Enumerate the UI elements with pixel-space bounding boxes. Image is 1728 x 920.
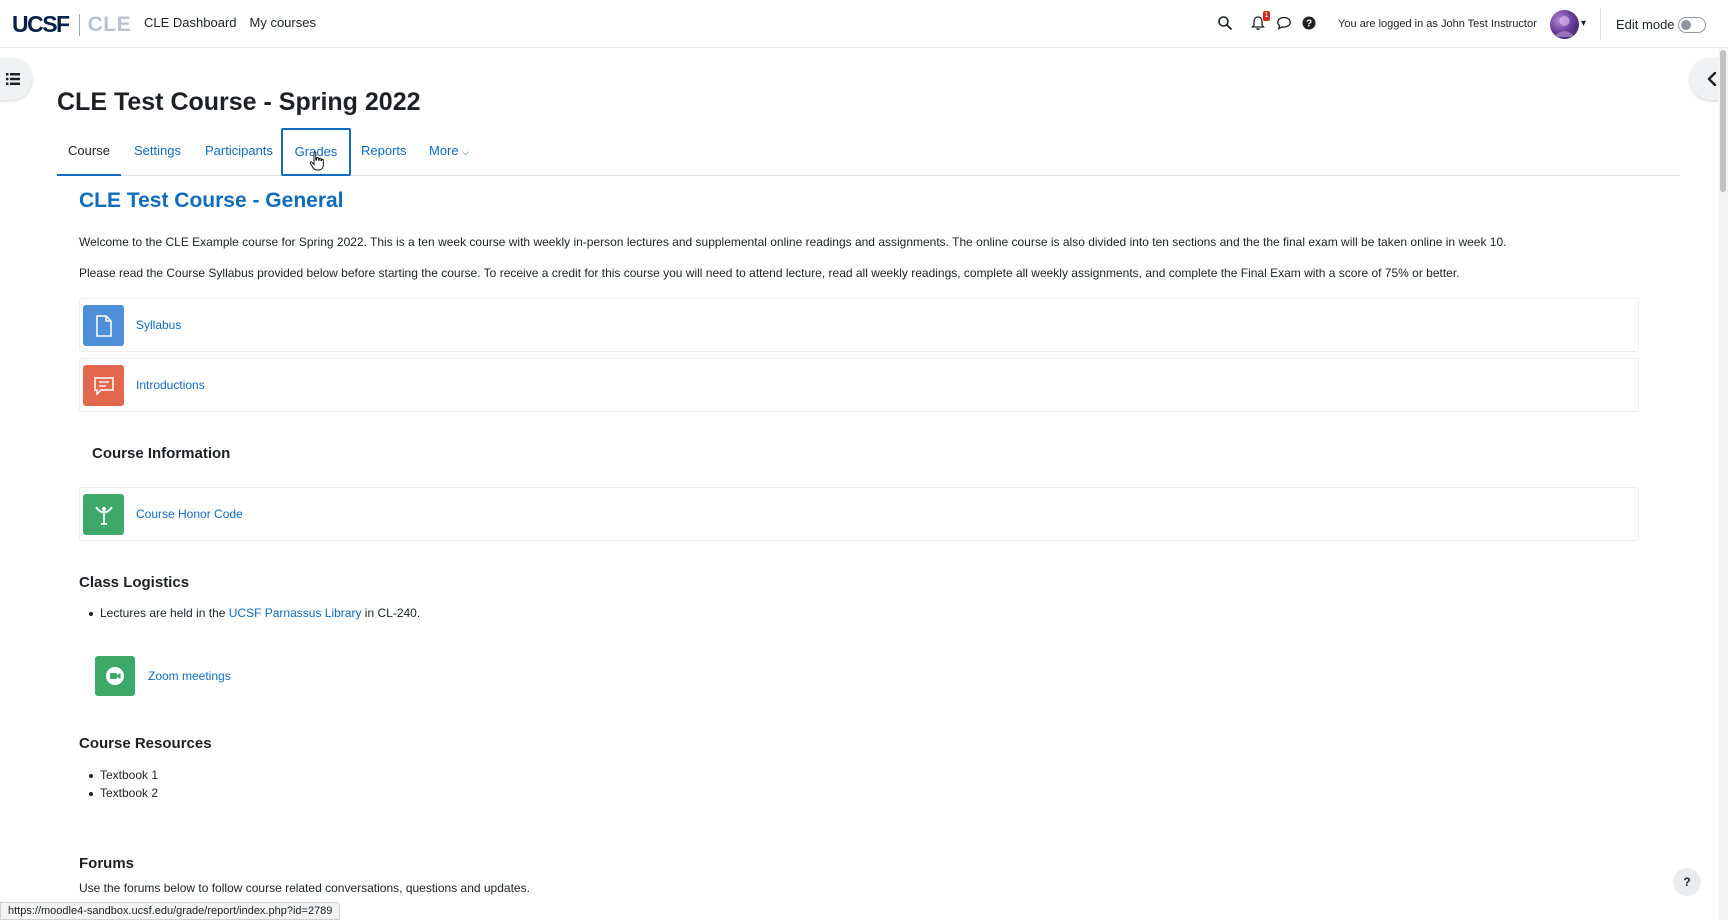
site-logo[interactable] <box>12 11 131 38</box>
chevron-down-icon: ⌵ <box>462 147 470 157</box>
course-information-heading: Course Information <box>92 445 231 462</box>
page-scrollbar[interactable] <box>1718 48 1728 920</box>
help-circle-icon[interactable] <box>1301 15 1317 31</box>
tab-reports[interactable]: Reports <box>361 143 407 158</box>
list-item <box>100 606 420 620</box>
course-secondary-navigation <box>57 128 1680 176</box>
primary-navigation <box>144 15 316 30</box>
list-item: Textbook 2 <box>100 786 159 800</box>
hand-cursor-icon <box>309 151 325 171</box>
tab-grades[interactable]: Grades <box>281 128 351 176</box>
bullet-text-suffix: in CL-240. <box>361 606 421 620</box>
user-avatar[interactable] <box>1550 10 1579 39</box>
zoom-meetings-link[interactable]: Zoom meetings <box>148 669 231 683</box>
activity-name[interactable]: Syllabus <box>136 318 182 332</box>
course-index-drawer-button[interactable] <box>0 58 32 100</box>
nav-my-courses[interactable]: My courses <box>249 15 316 30</box>
chat-bubble-icon[interactable] <box>1276 15 1292 31</box>
navbar-divider <box>1600 8 1601 40</box>
activity-introductions[interactable] <box>79 358 1639 412</box>
tab-settings[interactable]: Settings <box>134 143 181 158</box>
edit-mode-label: Edit mode <box>1616 17 1675 32</box>
avatar-image <box>1550 10 1579 39</box>
tab-course[interactable]: Course <box>57 128 121 176</box>
syllabus-paragraph: Please read the Course Syllabus provided below before starting the course. To receive a credit for this course you will need to attend lecture, read all weekly readings, complete all weekly assignments, and complete the Final Exam with a score of 75% or better. <box>79 266 1460 280</box>
activity-name[interactable]: Course Honor Code <box>136 507 243 521</box>
forums-description: Use the forums below to follow course related conversations, questions and updates. <box>79 881 530 895</box>
notification-count-badge: 1 <box>1264 12 1269 19</box>
nav-cle-dashboard[interactable]: CLE Dashboard <box>144 15 237 30</box>
welcome-paragraph: Welcome to the CLE Example course for Spring 2022. This is a ten week course with weekly in-person lectures and supplemental online readings and assignments. The online course is also divided into ten sections and the the final exam will be taken online in week 10. <box>79 235 1507 249</box>
status-bar-url: https://moodle4-sandbox.ucsf.edu/grade/report/index.php?id=2789 <box>0 902 340 920</box>
tab-more-label: More <box>429 143 459 158</box>
tab-participants[interactable]: Participants <box>205 143 273 158</box>
ucsf-logo-text: UCSF <box>12 11 69 37</box>
activity-course-honor-code[interactable] <box>79 487 1639 541</box>
tab-more[interactable] <box>429 128 469 176</box>
help-button[interactable]: ? <box>1673 868 1701 896</box>
page-title: CLE Test Course - Spring 2022 <box>57 88 421 116</box>
edit-mode-toggle[interactable] <box>1678 17 1706 33</box>
user-menu-chevron-down-icon[interactable]: ▾ <box>1581 18 1587 29</box>
logged-in-text: You are logged in as John Test Instructor <box>1338 18 1537 30</box>
file-icon <box>83 305 124 346</box>
top-navbar <box>0 0 1728 48</box>
course-resources-heading: Course Resources <box>79 735 212 752</box>
list-item: Textbook 1 <box>100 768 159 782</box>
bullet-text-prefix: Lectures are held in the <box>100 606 229 620</box>
activity-syllabus[interactable] <box>79 298 1639 352</box>
app-name: CLE <box>87 12 132 36</box>
section-title-general[interactable]: CLE Test Course - General <box>79 189 344 212</box>
forum-icon <box>83 365 124 406</box>
zoom-icon[interactable] <box>95 656 135 696</box>
chevron-left-icon <box>1707 72 1717 86</box>
activity-name[interactable]: Introductions <box>136 378 205 392</box>
scrollbar-thumb[interactable] <box>1720 50 1726 192</box>
svg-text:?: ? <box>1305 18 1313 30</box>
list-icon <box>6 73 20 85</box>
search-icon[interactable] <box>1217 15 1233 31</box>
class-logistics-heading: Class Logistics <box>79 574 190 591</box>
logo-divider <box>79 14 80 36</box>
forums-heading: Forums <box>79 855 135 872</box>
ucsf-parnassus-library-link[interactable]: UCSF Parnassus Library <box>228 606 362 620</box>
workshop-icon <box>83 494 124 535</box>
